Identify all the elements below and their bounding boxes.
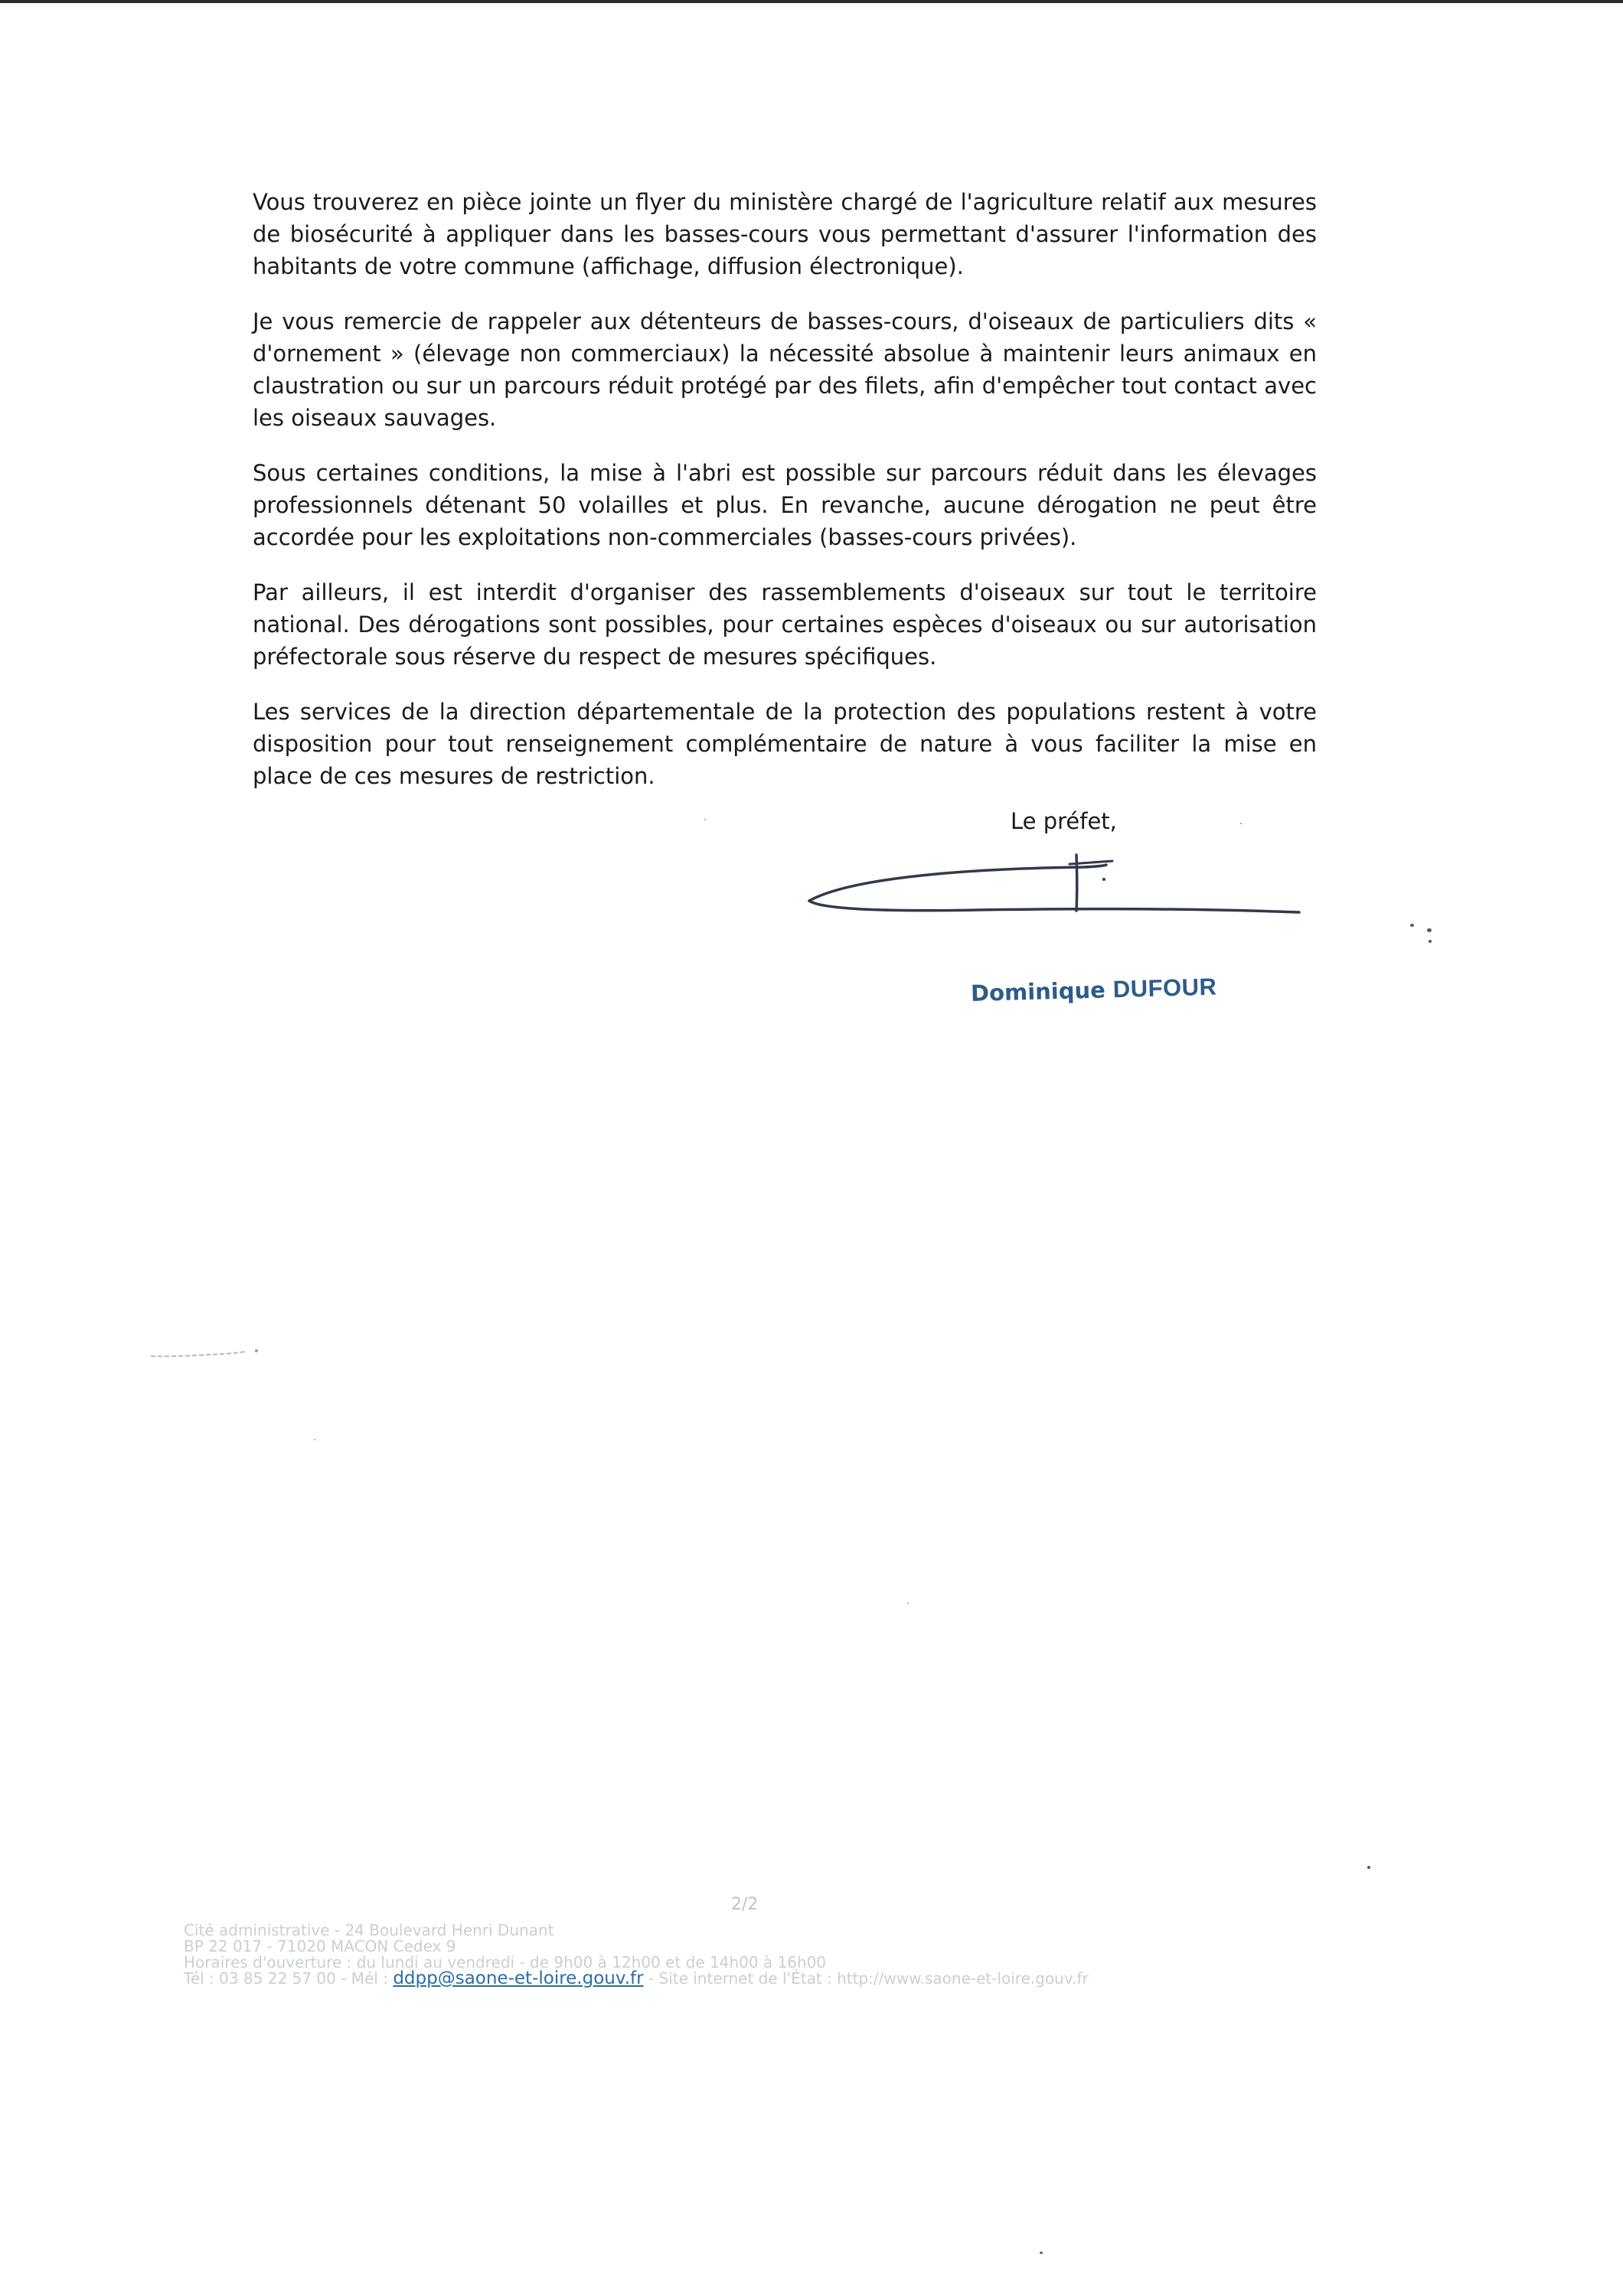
paragraph-services: Les services de la direction départementale de la protection des populations restent à votre disposition pour tout renseignement complémentaire de nature à vous faciliter la mise en place de ces mesures de restriction. [253, 699, 1317, 789]
footer-website: - Site internet de l'État : http://www.saone-et-loire.gouv.fr [648, 1969, 1089, 1988]
scan-speck [1040, 2252, 1043, 2254]
footer-email-link[interactable]: ddpp@saone-et-loire.gouv.fr [393, 1968, 644, 1988]
footer-address-line: Cité administrative - 24 Boulevard Henri Dunant [184, 1921, 554, 1939]
paragraph-gatherings: Par ailleurs, il est interdit d'organiser des rassemblements d'oiseaux sur tout le territoire national. Des dérogations sont possibles, pour certaines espèces d'oiseaux ou sur autorisation préfectorale sous réserve du respect de mesures spécifiques. [253, 579, 1317, 670]
scan-speck [1429, 940, 1432, 943]
signatory-name [971, 974, 1217, 1007]
footer-address-line: BP 22 017 - 71020 MACON Cedex 9 [184, 1937, 456, 1955]
scan-speck [314, 1439, 315, 1440]
closing-title: Le préfet, [1011, 808, 1117, 834]
page-number: 2/2 [731, 1895, 759, 1914]
paragraph-conditions: Sous certaines conditions, la mise à l'abri est possible sur parcours réduit dans les élevages professionnels détenant 50 volailles et plus. En revanche, aucune dérogation ne peut être accordée pour les exploitations non-commerciales (basses-cours privées). [253, 460, 1317, 550]
scan-speck [704, 819, 706, 820]
footer-address-block [184, 1922, 1089, 1986]
scan-speck [1427, 928, 1432, 932]
scan-artifact [149, 1349, 264, 1359]
handwritten-signature [800, 846, 1305, 922]
footer-contact-line [184, 1970, 1089, 1986]
signatory-surname: DUFOUR [1112, 973, 1217, 1003]
scan-speck [907, 1603, 909, 1604]
footer-hours: Horaires d'ouverture : du lundi au vendredi - de 9h00 à 12h00 et de 14h00 à 16h00 [184, 1953, 827, 1971]
letter-body [253, 186, 1317, 815]
signatory-first-name: Dominique [970, 977, 1106, 1006]
scan-speck [1410, 924, 1414, 927]
scan-top-edge [0, 0, 1623, 3]
paragraph-reminder: Je vous remercie de rappeler aux détenteurs de basses-cours, d'oiseaux de particuliers dits « d'ornement » (élevage non commerciaux) la nécessité absolue à maintenir leurs animaux en claustration ou sur un parcours réduit protégé par des filets, afin d'empêcher tout contact avec les oiseaux sauvages. [253, 308, 1317, 431]
footer-phone: Tél : 03 85 22 57 00 - Mél : [184, 1969, 388, 1988]
paragraph-flyer: Vous trouverez en pièce jointe un flyer du ministère chargé de l'agriculture relatif aux mesures de biosécurité à appliquer dans les basses-cours vous permettant d'assurer l'information des habitants de votre commune (affichage, diffusion électronique). [253, 189, 1317, 279]
scan-speck [1240, 823, 1242, 824]
scan-speck [1367, 1866, 1370, 1869]
